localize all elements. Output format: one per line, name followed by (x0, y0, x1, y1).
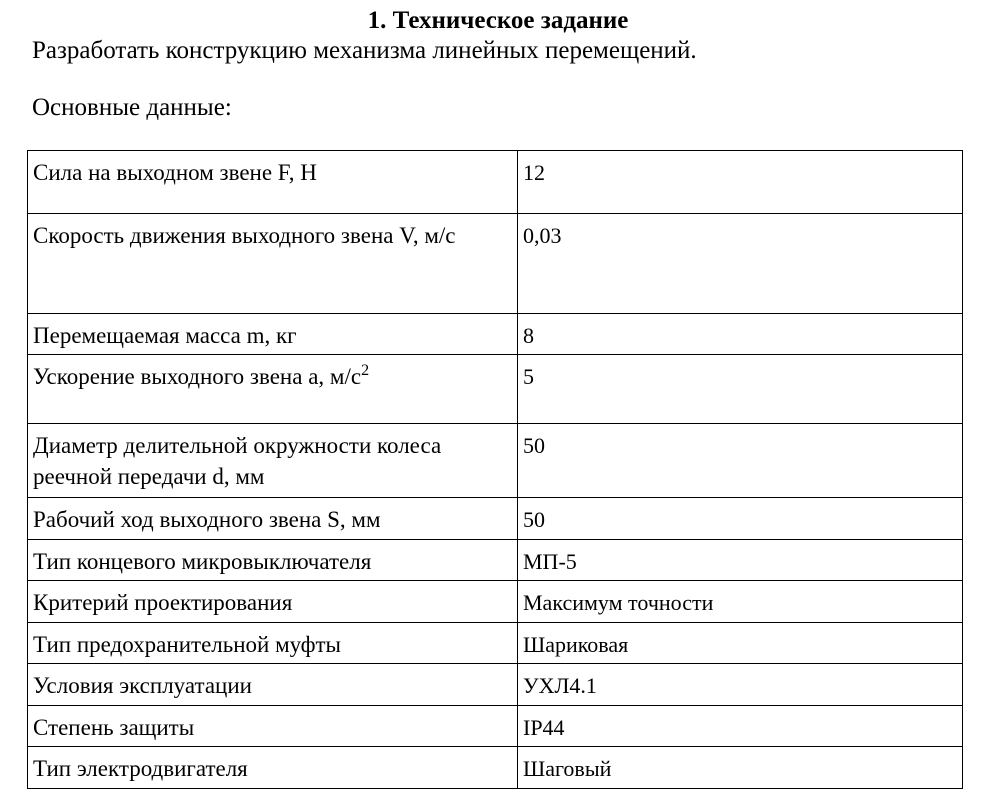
param-name: Тип электродвигателя (28, 747, 518, 789)
param-name: Критерий проектирования (28, 581, 518, 623)
param-value: 50 (518, 498, 963, 540)
table-row (28, 214, 963, 314)
table-row (28, 747, 963, 789)
param-name: Диаметр делительной окружности колеса реечной передачи d, мм (28, 424, 518, 498)
table-row (28, 664, 963, 706)
param-name: Тип концевого микровыключателя (28, 540, 518, 581)
table-row (28, 706, 963, 747)
superscript: 2 (361, 362, 370, 379)
param-value: Максимум точности (518, 581, 963, 623)
param-value: IP44 (518, 706, 963, 747)
specification-table (27, 150, 963, 789)
section-title: 1. Техническое задание (367, 7, 629, 34)
param-value: МП-5 (518, 540, 963, 581)
param-name: Сила на выходном звене F, Н (28, 151, 518, 214)
param-value: 8 (518, 314, 963, 355)
param-name: Скорость движения выходного звена V, м/с (28, 214, 518, 314)
param-name: Ускорение выходного звена a, $м/с^2$ (28, 355, 518, 424)
table-row (28, 151, 963, 214)
param-value: Шариковая (518, 623, 963, 664)
param-value: Шаговый (518, 747, 963, 789)
table-row (28, 355, 963, 424)
param-value: 0,03 (518, 214, 963, 314)
param-value: УХЛ4.1 (518, 664, 963, 706)
table-row (28, 314, 963, 355)
param-name: Рабочий ход выходного звена S, мм (28, 498, 518, 540)
param-name: Условия эксплуатации (28, 664, 518, 706)
table-row (28, 424, 963, 498)
table-row (28, 623, 963, 664)
table-row (28, 540, 963, 581)
main-data-heading: Основные данные: (32, 94, 232, 121)
param-name: Степень защиты (28, 706, 518, 747)
param-value: 50 (518, 424, 963, 498)
param-name: Перемещаемая масса m, кг (28, 314, 518, 355)
param-value: 5 (518, 355, 963, 424)
param-name: Тип предохранительной муфты (28, 623, 518, 664)
table-row (28, 581, 963, 623)
param-value: 12 (518, 151, 963, 214)
table-row (28, 498, 963, 540)
task-statement: Разработать конструкцию механизма линейных перемещений. (32, 37, 697, 64)
